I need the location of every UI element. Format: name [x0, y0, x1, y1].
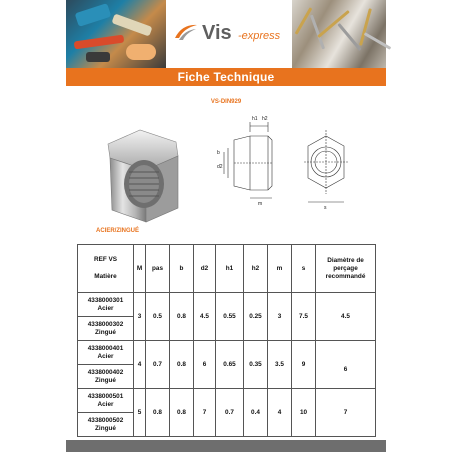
header-pas: pas — [146, 245, 170, 293]
header-b: b — [170, 245, 194, 293]
screws-photo — [292, 0, 386, 68]
product-reference: VS-DIN929 — [210, 99, 242, 105]
header-s: s — [292, 245, 316, 293]
header-h1: h1 — [216, 245, 244, 293]
cell-diameter: 7 — [316, 389, 376, 437]
cell-d2: 4.5 — [194, 293, 216, 341]
table-row — [78, 341, 376, 365]
cell-m: 4 — [134, 341, 146, 389]
footer-bar — [66, 440, 386, 452]
ref-cell — [78, 341, 134, 365]
cell-s: 9 — [292, 341, 316, 389]
cell-h1: 0.65 — [216, 341, 244, 389]
page-title: Fiche Technique — [177, 70, 275, 84]
cell-m: 3 — [134, 293, 146, 341]
ref-material: Zingué — [95, 424, 116, 432]
header — [66, 0, 386, 68]
cell-m: 5 — [134, 389, 146, 437]
swoosh-icon — [174, 22, 198, 42]
header-ref: REF VS — [93, 256, 118, 263]
cell-s: 7.5 — [292, 293, 316, 341]
header-m-height: m — [268, 245, 292, 293]
brand-name: Vis — [202, 22, 232, 44]
ref-cell — [78, 365, 134, 389]
cell-m-height: 4 — [268, 389, 292, 437]
cell-b: 0.8 — [170, 389, 194, 437]
cell-m-height: 3.5 — [268, 341, 292, 389]
header-h2: h2 — [244, 245, 268, 293]
header-diameter-line1: Diamètre de — [327, 256, 364, 264]
ref-cell — [78, 389, 134, 413]
header-m: M — [134, 245, 146, 293]
cell-h2: 0.4 — [244, 389, 268, 437]
ref-material: Acier — [97, 352, 114, 360]
label-m: m — [258, 201, 263, 207]
header-diameter-line3: recommandé — [325, 272, 366, 280]
label-b: b — [217, 150, 220, 156]
technical-drawing — [216, 108, 366, 212]
header-d2: d2 — [194, 245, 216, 293]
header-diameter-line2: perçage — [333, 264, 358, 272]
cell-pas: 0.5 — [146, 293, 170, 341]
cell-s: 10 — [292, 389, 316, 437]
ref-code: 4338000501 — [87, 392, 124, 400]
label-h1: h1 — [252, 116, 258, 122]
technical-sheet — [66, 0, 386, 452]
cell-diameter — [316, 341, 376, 389]
ref-code: 4338000302 — [87, 320, 124, 328]
ref-code: 4338000402 — [87, 368, 124, 376]
ref-cell — [78, 413, 134, 437]
cell-pas: 0.8 — [146, 389, 170, 437]
cell-pas: 0.7 — [146, 341, 170, 389]
ref-cell — [78, 293, 134, 317]
cell-d2: 7 — [194, 389, 216, 437]
spec-table — [77, 244, 376, 437]
header-matiere: Matière — [94, 273, 117, 280]
brand-logo — [166, 0, 292, 68]
cell-h1: 0.7 — [216, 389, 244, 437]
cell-b: 0.8 — [170, 341, 194, 389]
ref-material: Acier — [97, 304, 114, 312]
ref-material: Zingué — [95, 328, 116, 336]
ref-material: Acier — [97, 400, 114, 408]
cell-b: 0.8 — [170, 293, 194, 341]
table-header-row — [78, 245, 376, 293]
label-d2: d2 — [217, 164, 223, 170]
material-label: ACIER/ZINGUÉ — [96, 228, 140, 234]
cell-h2: 0.35 — [244, 341, 268, 389]
brand-suffix: -express — [238, 30, 281, 42]
ref-material: Zingué — [95, 376, 116, 384]
table-row — [78, 293, 376, 317]
cell-h2: 0.25 — [244, 293, 268, 341]
cell-h1: 0.55 — [216, 293, 244, 341]
hex-nut-image — [96, 126, 186, 230]
cell-d2: 6 — [194, 341, 216, 389]
ref-code: 4338000301 — [87, 296, 124, 304]
tools-photo — [66, 0, 166, 68]
cell-m-height: 3 — [268, 293, 292, 341]
header-diameter-cell — [316, 245, 376, 293]
header-ref-cell — [78, 245, 134, 293]
cell-diameter: 4.5 — [316, 293, 376, 341]
ref-code: 4338000401 — [87, 344, 124, 352]
table-row — [78, 389, 376, 413]
ref-code: 4338000502 — [87, 416, 124, 424]
diameter-value: 6 — [343, 365, 348, 373]
label-h2: h2 — [262, 116, 268, 122]
label-s: s — [324, 205, 327, 211]
ref-cell — [78, 317, 134, 341]
